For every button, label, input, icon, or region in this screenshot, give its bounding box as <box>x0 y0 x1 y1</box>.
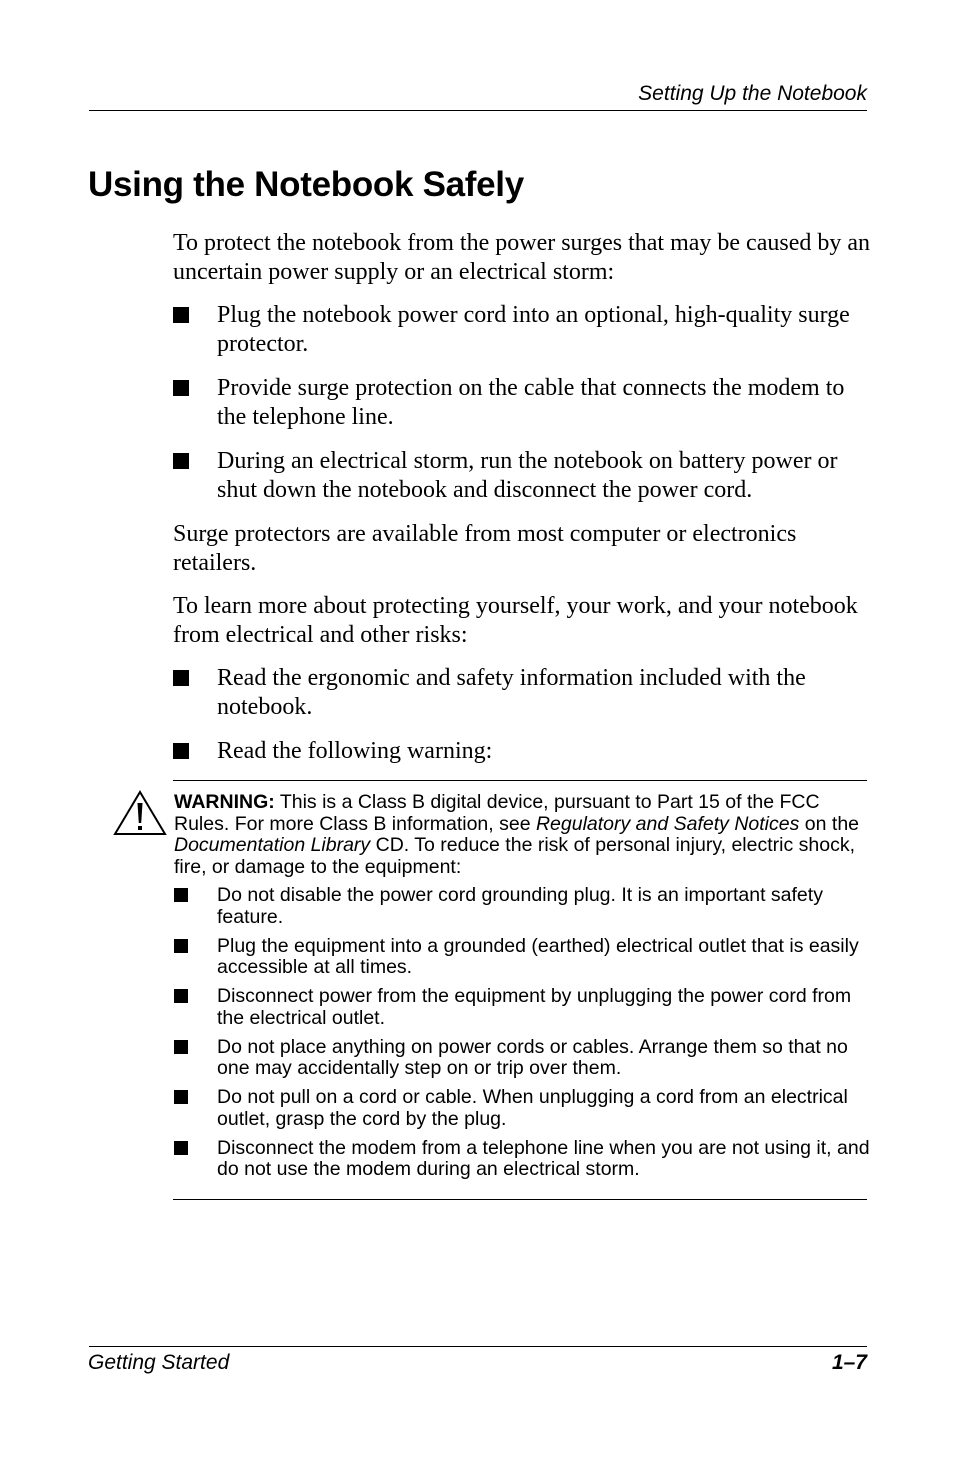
list-item: Read the ergonomic and safety information included with the notebook. <box>173 664 873 722</box>
list-item: Disconnect the modem from a telephone line when you are not using it, and do not use the modem during an electrical storm. <box>174 1138 874 1181</box>
warning-intro: WARNING: This is a Class B digital device, pursuant to Part 15 of the FCC Rules. For more Class B information, see Regulatory and Safety Notices on the Documentation Library CD. To reduce the risk of personal injury, electric shock, fire, or damage to the equipment: <box>174 791 860 878</box>
list-item: Do not disable the power cord grounding plug. It is an important safety feature. <box>174 885 874 928</box>
surge-list <box>173 301 873 505</box>
list-item: Do not pull on a cord or cable. When unplugging a cord from an electrical outlet, grasp the cord by the plug. <box>174 1087 874 1130</box>
square-bullet-icon <box>174 989 188 1003</box>
page-title: Using the Notebook Safely <box>88 165 524 204</box>
list-item: Plug the notebook power cord into an optional, high-quality surge protector. <box>173 301 873 359</box>
page-number: 1–7 <box>831 1351 867 1374</box>
safety-list <box>173 664 873 766</box>
body-content <box>173 229 873 781</box>
square-bullet-icon <box>174 888 188 902</box>
list-item: Do not place anything on power cords or cables. Arrange them so that no one may accidentally step on or trip over them. <box>174 1037 874 1080</box>
header-rule <box>89 110 867 111</box>
list-item: Disconnect power from the equipment by unplugging the power cord from the electrical outlet. <box>174 986 874 1029</box>
warning-label: WARNING: <box>174 791 275 813</box>
square-bullet-icon <box>174 1141 188 1155</box>
intro-paragraph: To protect the notebook from the power surges that may be caused by an uncertain power supply or an electrical storm: <box>173 230 871 285</box>
square-bullet-icon <box>174 939 188 953</box>
reference-title: Regulatory and Safety Notices <box>535 812 800 835</box>
square-bullet-icon <box>174 1090 188 1104</box>
list-item: Plug the equipment into a grounded (earthed) electrical outlet that is easily accessible at all times. <box>174 936 874 979</box>
square-bullet-icon <box>173 380 189 396</box>
square-bullet-icon <box>173 670 189 686</box>
warning-block <box>174 792 874 1188</box>
running-header: Setting Up the Notebook <box>638 82 867 105</box>
square-bullet-icon <box>173 307 189 323</box>
reference-title: Documentation Library <box>174 834 371 856</box>
square-bullet-icon <box>174 1040 188 1054</box>
warning-list <box>174 885 874 1181</box>
footer-rule <box>89 1346 867 1347</box>
surge-protectors-paragraph: Surge protectors are available from most computer or electronics retailers. <box>173 521 797 576</box>
list-item: Provide surge protection on the cable that connects the modem to the telephone line. <box>173 374 873 432</box>
list-item: Read the following warning: <box>173 737 873 766</box>
square-bullet-icon <box>173 743 189 759</box>
footer-book-title: Getting Started <box>88 1351 230 1374</box>
warning-bottom-rule <box>173 1199 867 1200</box>
list-item: During an electrical storm, run the notebook on battery power or shut down the notebook and disconnect the power cord. <box>173 447 873 505</box>
warning-top-rule <box>173 780 867 781</box>
warning-triangle-icon <box>113 790 167 836</box>
square-bullet-icon <box>173 453 189 469</box>
learn-more-paragraph: To learn more about protecting yourself, your work, and your notebook from electrical and other risks: <box>173 593 858 648</box>
